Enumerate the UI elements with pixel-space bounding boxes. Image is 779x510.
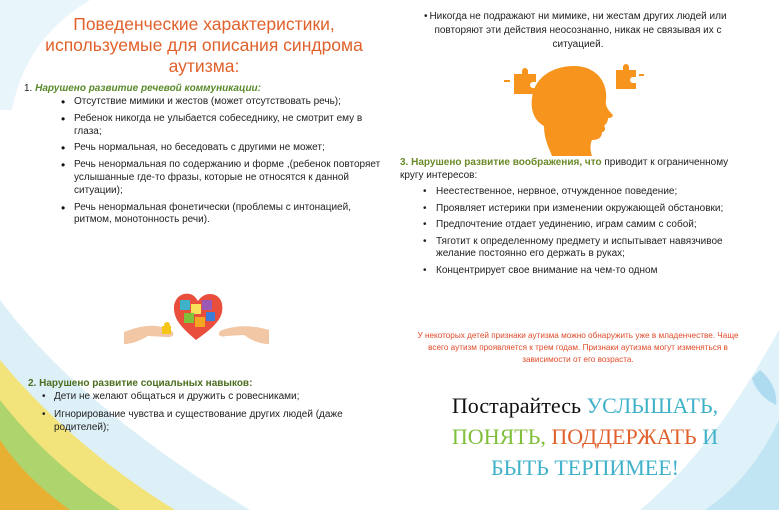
list-item — [398, 10, 758, 52]
child-head-profile-icon — [504, 60, 644, 160]
section3-heading — [400, 156, 740, 182]
list-item: • Отсутствие мимики и жестов (может отсутствовать речь); — [74, 96, 384, 109]
section1-heading-text: Нарушено развитие речевой коммуникации: — [35, 83, 261, 94]
list-item: • Речь ненормальная по содержанию и форме ,(ребенок повторяет услышанные где-то фразы, которые не относятся к данной ситуации); — [74, 159, 384, 197]
list-item: • Концентрирует свое внимание на чем-то одном — [436, 265, 740, 278]
list-item: • Ребенок никогда не улыбается собеседнику, не смотрит ему в глаза; — [74, 113, 384, 139]
closing-word-2: УСЛЫШАТЬ, — [586, 393, 719, 418]
closing-word-6: БЫТЬ ТЕРПИМЕЕ! — [490, 455, 680, 480]
closing-word-3: ПОНЯТЬ, — [451, 424, 552, 449]
section2-list — [28, 391, 348, 434]
closing-word-5: И — [696, 424, 719, 449]
right-column-top — [398, 10, 758, 52]
section2-number: 2. — [28, 378, 37, 389]
list-item: • Проявляет истерики при изменении окружающей обстановки; — [436, 203, 740, 216]
list-item: • Неестественное, нервное, отчужденное поведение; — [436, 186, 740, 199]
section1-list — [24, 96, 384, 227]
section1-number: 1. — [24, 83, 33, 94]
top-right-item-text: Никогда не подражают ни мимике, ни жестам других людей или повторяют эти действия неосознанно, никак не связывая их с ситуацией. — [429, 11, 727, 50]
section3-list — [400, 186, 740, 278]
list-item: • Предпочтение отдает уединению, играм самим с собой; — [436, 219, 740, 232]
section1-heading — [24, 83, 384, 94]
list-item: • Речь ненормальная фонетически (проблемы с интонацией, ритмом, монотонность речи). — [74, 202, 384, 228]
left-column — [24, 14, 384, 231]
section3 — [400, 156, 740, 282]
list-item: • Тяготит к определенному предмету и испытывает навязчивое желание постоянно его держать в руках; — [436, 236, 740, 261]
section2 — [28, 378, 348, 440]
page-title: Поведенческие характеристики, используемые для описания синдрома аутизма: — [45, 14, 363, 76]
age-note: У некоторых детей признаки аутизма можно обнаружить уже в младенчестве. Чаще всего аутизм проявляется к трем годам. Признаки аутизма могут изменяться в зависимости от его возраста. — [417, 331, 739, 364]
puzzle-piece-icon — [514, 68, 536, 94]
section2-heading-text: Нарушено развитие социальных навыков: — [39, 378, 253, 389]
section3-heading-bold: 3. Нарушено развитие воображения, что — [400, 157, 602, 168]
list-item: • Дети не желают общаться и дружить с ровесниками; — [54, 391, 348, 403]
list-item: • Игнорирование чувства и существование других людей (даже родителей); — [54, 409, 348, 434]
hands-puzzle-heart-icon — [124, 280, 269, 350]
section2-heading — [28, 378, 348, 389]
closing-word-4: ПОДДЕРЖАТЬ — [551, 424, 697, 449]
closing-message — [410, 390, 760, 483]
list-item: • Речь нормальная, но беседовать с другими не может; — [74, 142, 384, 155]
section3-heading-rest: приводит к ограниченному кругу интересов: — [400, 157, 729, 181]
bullet-icon: • — [424, 11, 428, 22]
closing-word-1: Постарайтесь — [451, 393, 587, 418]
